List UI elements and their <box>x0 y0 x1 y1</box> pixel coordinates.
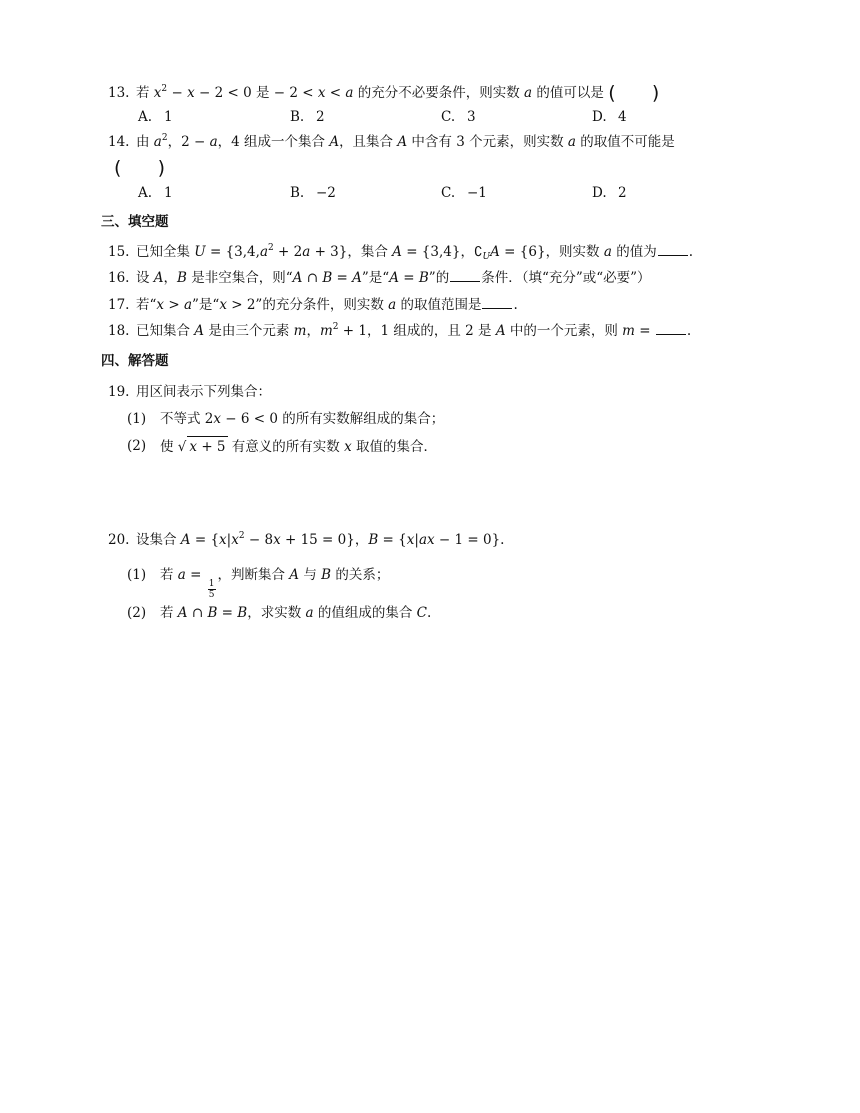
q14-option-c: C. −1 <box>441 185 487 201</box>
q19-stem: 用区间表示下列集合： <box>136 384 271 400</box>
q19-part1: 不等式 2x − 6 < 0 的所有实数解组成的集合； <box>160 411 445 427</box>
q15-number: 15. <box>108 244 130 260</box>
q17-answer-blank[interactable] <box>482 295 512 309</box>
q14-number: 14. <box>108 134 130 150</box>
q20-part2: 若 A ∩ B = B，求实数 a 的值组成的集合 C. <box>160 605 432 621</box>
q19-part1-label: (1) <box>127 411 147 427</box>
q13-option-b: B. 2 <box>290 109 325 125</box>
q20-stem: 设集合 $A = \{x|x^2 - 8x + 15 = 0\}$，B = {x|ax − 1 = 0}. <box>136 531 505 548</box>
q16-answer-blank[interactable] <box>450 268 480 282</box>
q19-number: 19. <box>108 384 130 400</box>
q14-stem: 由 $a^2$，2 − a，4 组成一个集合 A，且集合 A 中含有 3 个元素，则实数 a 的取值不可能是 <box>136 133 675 150</box>
q15-stem: 已知全集 $U = \{3,4,a^2 + 2a + 3\}$，集合 A = {3,4}，$∁_UA = \{6\}$，则实数 a 的值为 . <box>136 243 694 262</box>
q20-part1: 若 a = $\frac{1}{5}$ ，判断集合 A 与 B 的关系； <box>160 567 390 600</box>
q20-part2-label: (2) <box>127 605 147 621</box>
q14-option-b: B. −2 <box>290 185 336 201</box>
q13-option-d: D. 4 <box>592 109 627 125</box>
q15-answer-blank[interactable] <box>658 242 688 256</box>
q14-answer-paren: ( ) <box>114 157 166 179</box>
q18-number: 18. <box>108 323 130 339</box>
q13-stem: 若 $x^2 - x - 2 < 0$ 是 − 2 < x < a 的充分不必要条件，则实数 a 的值可以是 ( ) <box>136 82 660 104</box>
q19-part2: 使 √ x + 5 有意义的所有实数 x 取值的集合． <box>160 436 437 457</box>
q13-option-a: A. 1 <box>138 109 173 125</box>
q13-option-c: C. 3 <box>441 109 476 125</box>
q18-stem: 已知集合 A 是由三个元素 m，$m^2 + 1$，1 组成的，且 2 是 A 中的一个元素，则 m = . <box>136 322 692 339</box>
q13-number: 13. <box>108 85 130 101</box>
q20-part1-label: (1) <box>127 567 147 583</box>
q16-number: 16. <box>108 270 130 286</box>
q14-option-a: A. 1 <box>138 185 173 201</box>
q20-number: 20. <box>108 532 130 548</box>
q16-stem: 设 A，B 是非空集合，则“A ∩ B = A”是“A = B”的 条件．（填“充分”或“必要”） <box>136 270 651 286</box>
q17-stem: 若“x > a”是“x > 2”的充分条件，则实数 a 的取值范围是 . <box>136 297 518 313</box>
q18-answer-blank[interactable] <box>656 321 686 335</box>
section-heading-fill-blank: 三、填空题 <box>101 214 169 230</box>
q14-option-d: D. 2 <box>592 185 627 201</box>
q17-number: 17. <box>108 297 130 313</box>
q19-part2-label: (2) <box>127 438 147 454</box>
section-heading-answer: 四、解答题 <box>101 353 169 369</box>
